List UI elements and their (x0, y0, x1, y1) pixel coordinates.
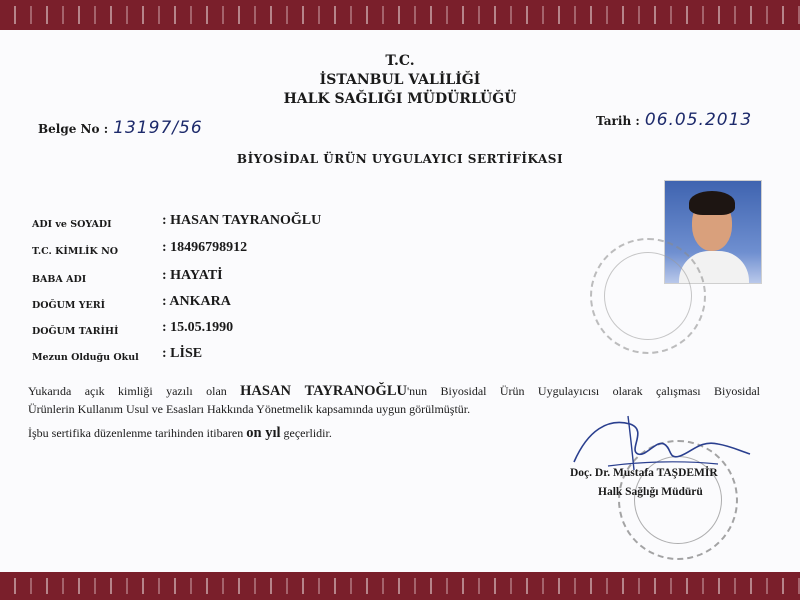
field-label: BABA ADI (32, 274, 87, 285)
field-label: T.C. KİMLİK NO (32, 246, 119, 257)
header-line-valilik: İSTANBUL VALİLİĞİ (319, 72, 481, 88)
field-value: : 18496798912 (162, 240, 248, 255)
statement-text: Yukarıda açık kimliği yazılı olan (28, 384, 241, 398)
seal-stamp-icon (590, 238, 706, 354)
statement-line-1 (28, 382, 760, 400)
validity-period: on yıl (246, 425, 281, 441)
field-value: : ANKARA (162, 294, 231, 309)
certificate-title: BİYOSİDAL ÜRÜN UYGULAYICI SERTİFİKASI (236, 152, 564, 166)
header-line-tc: T.C. (385, 53, 415, 69)
statement-text: geçerlidir. (280, 426, 332, 440)
field-label: ADI ve SOYADI (32, 219, 112, 230)
signatory-name: Doç. Dr. Mustafa TAŞDEMİR (570, 467, 718, 479)
field-label: DOĞUM TARİHİ (32, 326, 119, 337)
decorative-border-bottom (0, 572, 800, 600)
header-line-mudurluk: HALK SAĞLIĞI MÜDÜRLÜĞÜ (283, 91, 517, 107)
statement-text: 'nun Biyosidal Ürün Uygulayıcısı olarak çalışması Biyosidal (406, 384, 760, 398)
issue-date-value: 06.05.2013 (644, 110, 753, 130)
signatory-role: Halk Sağlığı Müdürü (598, 486, 703, 498)
document-number-label: Belge No : (38, 122, 109, 136)
statement-line-2: Ürünlerin Kullanım Usul ve Esasları Hakkında Yönetmelik kapsamında uygun görülmüştür. (28, 402, 471, 416)
document-number (38, 118, 203, 138)
field-value: : 15.05.1990 (162, 320, 234, 335)
field-label: Mezun Olduğu Okul (32, 352, 139, 363)
statement-text: İşbu sertifika düzenlenme tarihinden itibaren (28, 426, 247, 440)
issuer-header (0, 52, 800, 109)
statement-holder-name: HASAN TAYRANOĞLU (240, 383, 407, 399)
issue-date (596, 110, 752, 130)
field-value: : HAYATİ (162, 268, 223, 283)
field-label: DOĞUM YERİ (32, 300, 106, 311)
field-value: : HASAN TAYRANOĞLU (162, 213, 322, 228)
decorative-border-top (0, 0, 800, 30)
document-number-value: 13197/56 (113, 118, 203, 138)
field-value: : LİSE (162, 346, 203, 361)
issue-date-label: Tarih : (596, 114, 640, 128)
